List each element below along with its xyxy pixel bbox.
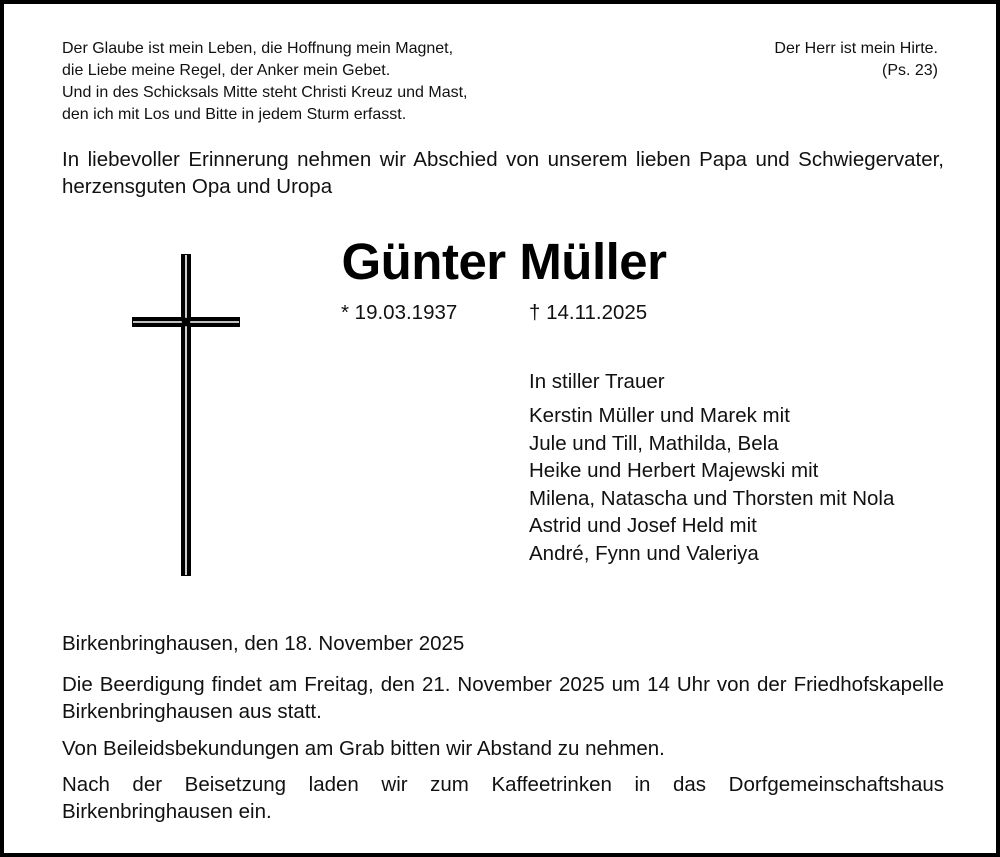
mourner-line: Jule und Till, Mathilda, Bela	[529, 431, 779, 455]
bible-verse	[774, 38, 938, 82]
mourner-line: Astrid und Josef Held mit	[529, 514, 757, 538]
birth-date: * 19.03.1937	[341, 301, 458, 324]
deceased-name: Günter Müller	[341, 233, 667, 290]
place-and-date: Birkenbringhausen, den 18. November 2025	[62, 632, 465, 655]
intro-text: In liebevoller Erinnerung nehmen wir Abschied von unserem lieben Papa und Schwiegervater, herzensguten Opa und Uropa	[62, 148, 944, 198]
mourners-list	[529, 402, 894, 568]
mourners-heading: In stiller Trauer	[529, 370, 665, 393]
mourner-line: Heike und Herbert Majewski mit	[529, 459, 819, 483]
poem-line: Der Glaube ist mein Leben, die Hoffnung mein Magnet,	[62, 40, 454, 57]
poem-line: die Liebe meine Regel, der Anker mein Gebet.	[62, 62, 391, 79]
coffee-invitation: Nach der Beisetzung laden wir zum Kaffeetrinken in das Dorfgemeinschaftshaus Birkenbringhausen ein.	[62, 773, 944, 823]
latin-cross-icon	[132, 254, 240, 576]
poem	[62, 38, 468, 126]
mourner-line: Kerstin Müller und Marek mit	[529, 404, 790, 427]
funeral-info: Die Beerdigung findet am Freitag, den 21. November 2025 um 14 Uhr von der Friedhofskapelle Birkenbringhausen aus statt.	[62, 673, 944, 723]
poem-line: Und in des Schicksals Mitte steht Christi Kreuz und Mast,	[62, 84, 468, 101]
poem-line: den ich mit Los und Bitte in jedem Sturm erfasst.	[62, 106, 407, 123]
bible-verse-text: Der Herr ist mein Hirte.	[774, 40, 938, 57]
condolence-note: Von Beileidsbekundungen am Grab bitten wir Abstand zu nehmen.	[62, 737, 665, 760]
mourner-line: Milena, Natascha und Thorsten mit Nola	[529, 486, 895, 510]
mourner-line: André, Fynn und Valeriya	[529, 541, 759, 565]
death-date: † 14.11.2025	[529, 301, 648, 324]
bible-verse-reference: (Ps. 23)	[881, 62, 938, 79]
